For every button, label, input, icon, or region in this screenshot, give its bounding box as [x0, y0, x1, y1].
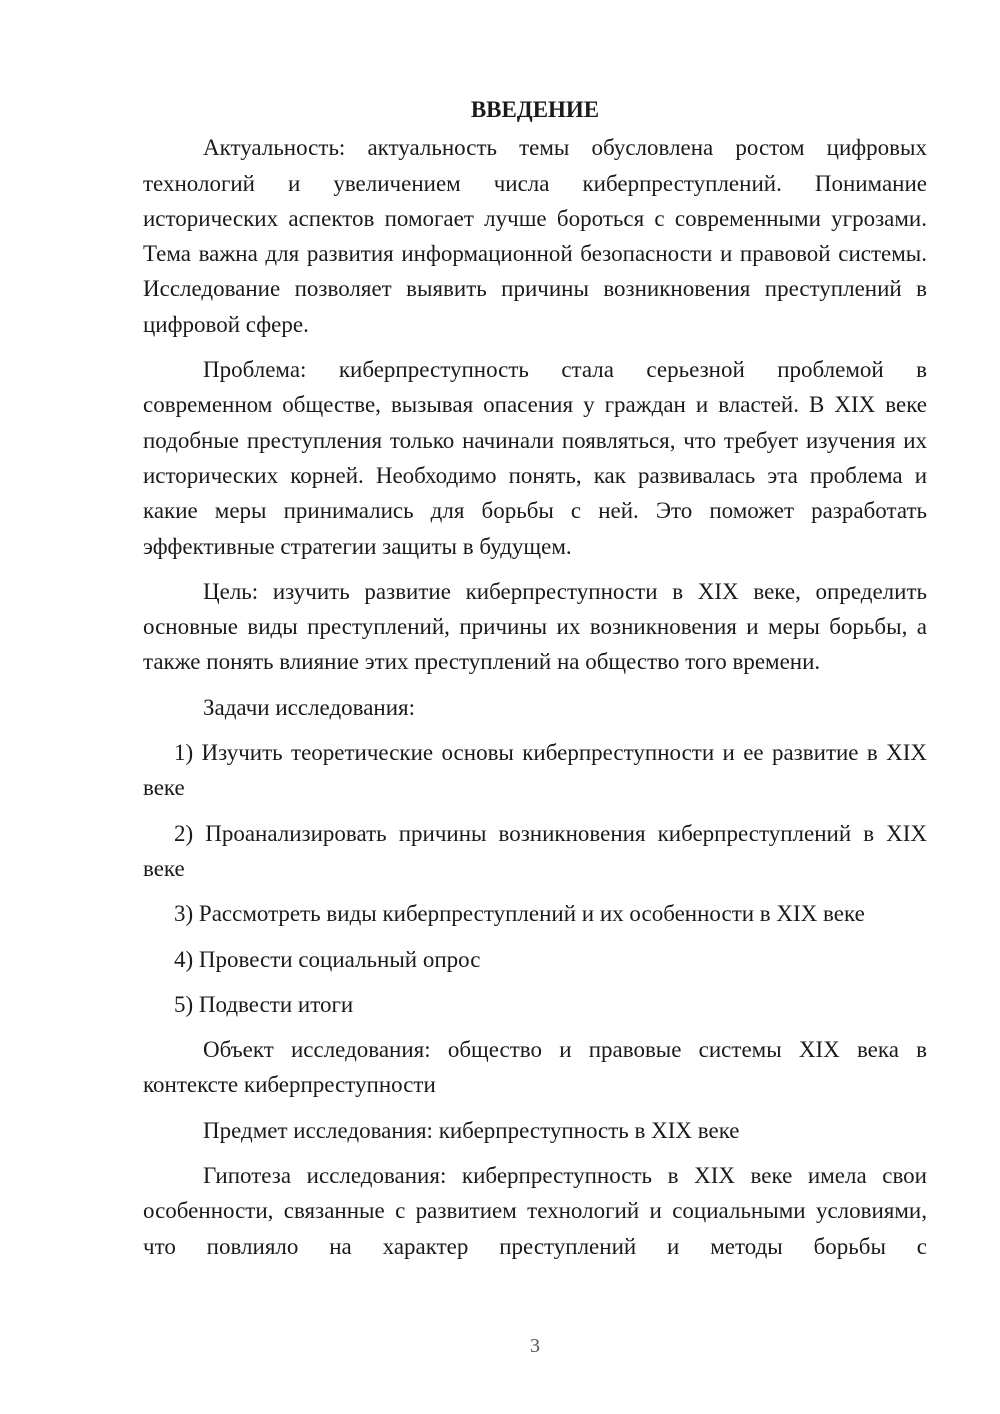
page-number: 3 [530, 1335, 540, 1357]
section-title: ВВЕДЕНИЕ [470, 97, 600, 122]
task-list-item: 5) Подвести итоги [174, 991, 354, 1017]
paragraph-tasks-heading: Задачи исследования: [203, 694, 416, 720]
paragraph-subject: Предмет исследования: киберпреступность в XIX веке [203, 1117, 740, 1143]
paragraph-object: Объект исследования: общество и правовые системы XIX века в контексте киберпреступности [143, 1037, 927, 1098]
paragraph-relevance: Актуальность: актуальность темы обусловлена ростом цифровых технологий и увеличением числа киберпреступлений. Понимание исторических аспектов помогает лучше бороться с современными угрозами. Тема важна для развития информационной безопасности и правовой системы. Исследование позволяет выявить причины возникновения преступлений в цифровой сфере. [143, 135, 927, 337]
paragraph-goal: Цель: изучить развитие киберпреступности в XIX веке, определить основные виды преступлений, причины их возникновения и меры борьбы, а также понять влияние этих преступлений на общество того времени. [143, 578, 927, 675]
task-list-item: 3) Рассмотреть виды киберпреступлений и их особенности в XIX веке [174, 901, 865, 927]
document-body [143, 92, 927, 1274]
task-list-item: 2) Проанализировать причины возникновения киберпреступлений в XIX веке [143, 820, 927, 881]
paragraph-hypothesis: Гипотеза исследования: киберпреступность в XIX веке имела свои особенности, связанные с развитием технологий и социальными условиями, что повлияло на характер преступлений и методы борьбы с [143, 1163, 927, 1259]
task-list-item: 4) Провести социальный опрос [174, 946, 481, 972]
task-list-item: 1) Изучить теоретические основы киберпреступности и ее развитие в XIX веке [143, 740, 927, 801]
paragraph-problem: Проблема: киберпреступность стала серьезной проблемой в современном обществе, вызывая опасения у граждан и властей. В XIX веке подобные преступления только начинали появляться, что требует изучения их исторических корней. Необходимо понять, как развивалась эта проблема и какие меры принимались для борьбы с ней. Это поможет разработать эффективные стратегии защиты в будущем. [143, 357, 927, 559]
